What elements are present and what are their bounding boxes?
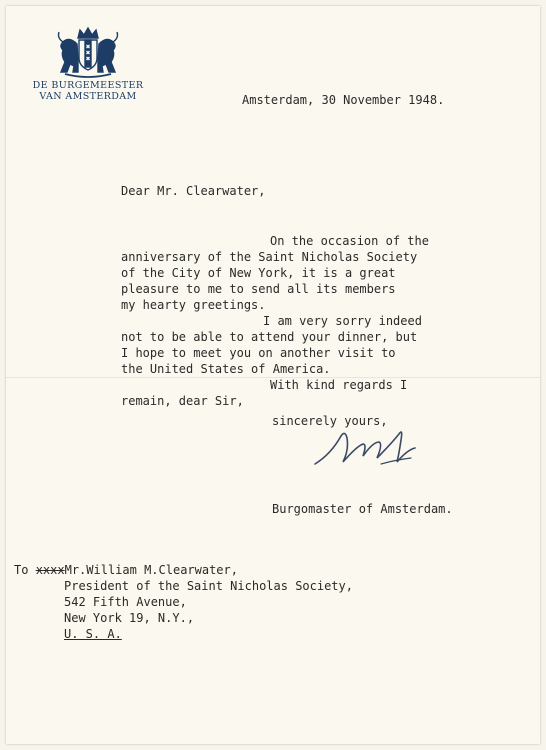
salutation: Dear Mr. Clearwater,	[121, 184, 266, 198]
address-line-3: New York 19, N.Y.,	[64, 611, 195, 625]
para1-line-5: my hearty greetings.	[121, 298, 266, 312]
letterhead-line-2: VAN AMSTERDAM	[39, 91, 137, 102]
para2-line-2: not to be able to attend your dinner, but	[121, 330, 418, 344]
para2-line-4: the United States of America.	[121, 362, 331, 376]
address-name: Mr.William M.Clearwater,	[64, 563, 238, 577]
letter-sheet	[6, 6, 540, 744]
para2-line-3: I hope to meet you on another visit to	[121, 346, 396, 360]
address-prefix: To	[14, 563, 36, 577]
letterhead-line-1: DE BURGEMEESTER	[32, 80, 144, 91]
date-line: Amsterdam, 30 November 1948.	[242, 93, 445, 107]
para1-line-3: of the City of New York, it is a great	[121, 266, 396, 280]
address-country: U. S. A.	[64, 627, 122, 641]
address-struck-text: xxxx	[35, 563, 65, 577]
address-recipient	[14, 562, 238, 578]
closing: sincerely yours,	[272, 414, 388, 428]
para3-line-2: remain, dear Sir,	[121, 394, 244, 408]
para1-line-2: anniversary of the Saint Nicholas Society	[121, 250, 418, 264]
signature-icon	[311, 424, 421, 472]
signatory-title: Burgomaster of Amsterdam.	[272, 502, 453, 516]
para2-line-1: I am very sorry indeed	[263, 314, 422, 328]
letterhead	[28, 24, 148, 102]
para1-line-4: pleasure to me to send all its members	[121, 282, 396, 296]
address-line-2: 542 Fifth Avenue,	[64, 595, 187, 609]
para3-line-1: With kind regards I	[270, 378, 408, 392]
address-line-1: President of the Saint Nicholas Society,	[64, 579, 353, 593]
para1-line-1: On the occasion of the	[270, 234, 429, 248]
coat-of-arms-icon	[51, 24, 125, 80]
